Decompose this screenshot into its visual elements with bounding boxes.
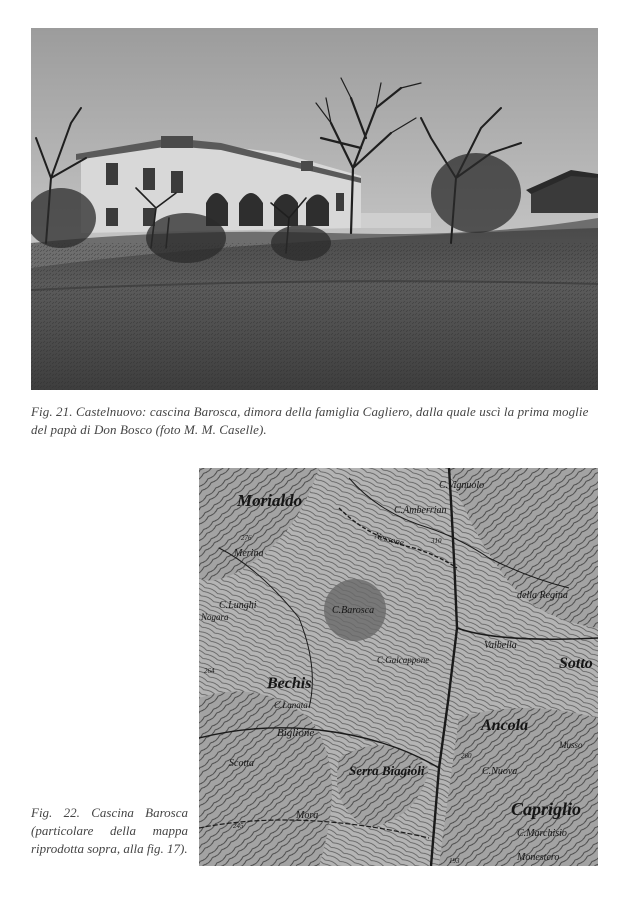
label-sotto: Sotto	[559, 655, 593, 672]
label-merina: Merina	[234, 548, 264, 559]
label-valbella: Valbella	[484, 640, 517, 651]
svg-text:245: 245	[233, 822, 244, 830]
label-lunghi: C.Lunghi	[219, 600, 257, 611]
figure-21-text: Castelnuovo: cascina Barosca, dimora della famiglia Cagliero, dalla quale uscì la prima moglie del papà di Don Bosco (foto M. M. Caselle).	[31, 404, 589, 437]
label-galcappone: C.Galcappone	[377, 655, 430, 665]
label-vignuolo: C.Vignuolo	[439, 480, 485, 491]
figure-22-number: Fig. 22.	[31, 805, 80, 820]
label-nogara: Nogara	[201, 612, 229, 622]
map-image	[199, 468, 598, 866]
label-serra-biagioli: Serra Biagioli	[349, 763, 425, 778]
label-nuova: C.Nuova	[482, 766, 518, 777]
farmhouse-photo-image	[31, 28, 598, 390]
label-nessone: Nessone	[373, 530, 406, 548]
label-lanata: C.Lanata	[274, 700, 308, 710]
svg-text:260: 260	[461, 752, 472, 760]
figure-21-caption	[31, 403, 599, 439]
label-della-regina: della Regina	[517, 590, 568, 601]
svg-text:193: 193	[449, 857, 460, 865]
label-monestero: Monestero	[517, 852, 560, 863]
svg-text:276: 276	[241, 534, 252, 542]
figure-21-number: Fig. 21.	[31, 404, 73, 419]
label-barosca: C.Barosca	[332, 605, 375, 616]
farmhouse-photo	[31, 28, 598, 390]
label-ancola: Ancola	[481, 717, 529, 734]
svg-text:264: 264	[204, 667, 215, 675]
label-marchisio: C.Marchisio	[517, 828, 567, 839]
svg-text:310: 310	[431, 537, 442, 545]
label-bechis: Bechis	[267, 675, 312, 692]
figure-22-caption	[31, 804, 188, 858]
label-capriglio: Capriglio	[511, 799, 582, 819]
topographic-map	[199, 468, 598, 866]
label-morialdo: Morialdo	[237, 491, 303, 510]
label-amberrian: C.Amberrian	[394, 505, 447, 516]
label-mora: Mora	[296, 810, 319, 821]
figure-22-text: Cascina Barosca (particolare della mappa riprodotta sopra, alla fig. 17).	[31, 805, 189, 856]
label-biglione: Biglione	[277, 727, 315, 739]
label-musso: Musso	[559, 740, 583, 750]
label-scotta: Scotta	[229, 758, 254, 769]
